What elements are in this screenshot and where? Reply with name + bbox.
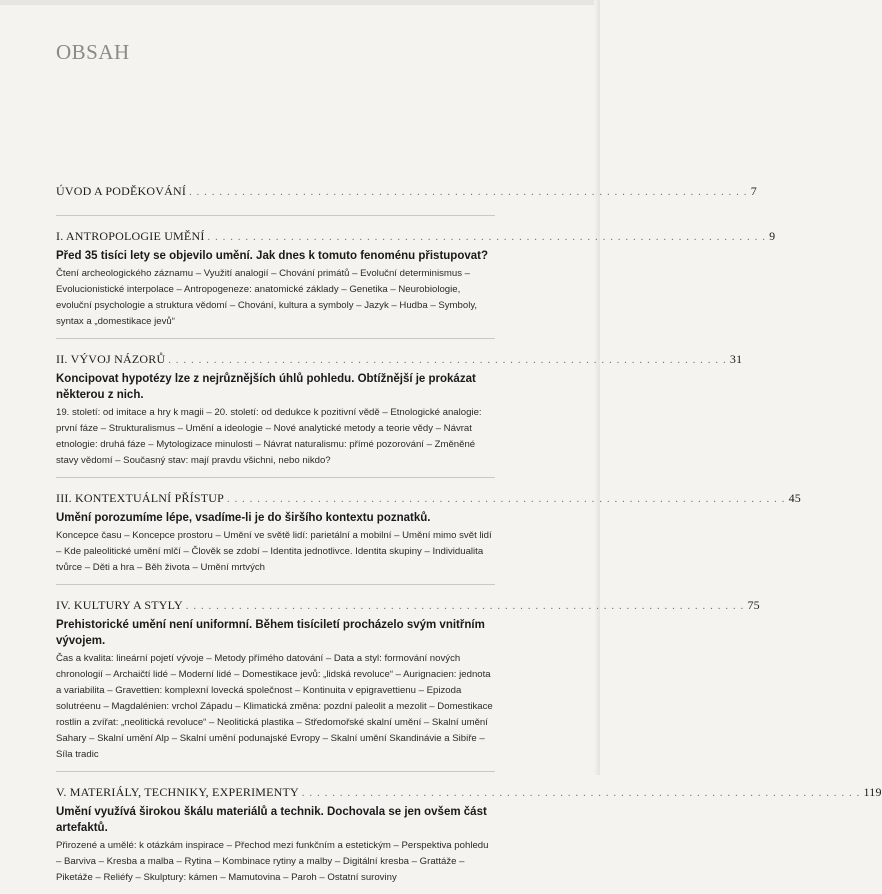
chapter-topics: Čtení archeologického záznamu – Využití analogií – Chování primátů – Evoluční determinismus – Evolucionistické interpolace – Antropogeneze: anatomické základy – Genetika – Neurobiologie, evoluční psychologie a struktura vědomí – Chování, kultura a symboly – Jazyk – Hudba – Symboly, syntax a „domestikace jevů“ bbox=[56, 268, 478, 327]
contents-heading: OBSAH bbox=[56, 40, 130, 64]
toc-entry-chapter-3 bbox=[56, 477, 801, 584]
chapter-lead: Před 35 tisíci lety se objevilo umění. Jak dnes k tomuto fenoménu přistupovat? bbox=[56, 250, 488, 262]
toc-page-number: 9 bbox=[769, 229, 776, 243]
toc-page-number: 31 bbox=[729, 352, 743, 366]
toc-entry-title: I. ANTROPOLOGIE UMĚNÍ bbox=[56, 229, 205, 243]
chapter-topics: 19. století: od imitace a hry k magii – 20. století: od dedukce k pozitivní vědě – Etnologické analogie: první fáze – Strukturalismus – Umění a ideologie – Nové analytické metody a teorie vědy – Návrat etnologie: druhá fáze – Mytologizace minulosti – Návrat naturalismu: přímé pozorování – Změněné stavy vědomí – Současný stav: mají pravdu všichni, nebo nikdo? bbox=[56, 407, 482, 466]
toc-entry-line[interactable] bbox=[56, 597, 760, 615]
toc-entry-line[interactable] bbox=[56, 183, 757, 201]
chapter-topics: Koncepce času – Koncepce prostoru – Umění ve světě lidí: parietální a mobilní – Umění mimo svět lidí – Kde paleolitické umění mlčí – Člověk se zdobí – Identita jednotlivce. Identita skupiny – Individualita tvůrce – Děti a hra – Běh života – Umění mrtvých bbox=[56, 530, 492, 573]
leader-dots: . . . . . . . . . . . . . . . . . . . . . . . . . . . . . . . . . . . . . . . . . . . . . . . . . . . . . . . . . . . . . . . . . . . . . . . . . . bbox=[189, 187, 748, 198]
leader-dots: . . . . . . . . . . . . . . . . . . . . . . . . . . . . . . . . . . . . . . . . . . . . . . . . . . . . . . . . . . . . . . . . . . . . . . . . . . bbox=[207, 232, 767, 243]
leader-dots: . . . . . . . . . . . . . . . . . . . . . . . . . . . . . . . . . . . . . . . . . . . . . . . . . . . . . . . . . . . . . . . . . . . . . . . . . . bbox=[168, 355, 727, 366]
toc-page-number: 7 bbox=[750, 184, 757, 198]
chapter-topics: Čas a kvalita: lineární pojetí vývoje – Metody přímého datování – Data a styl: formování nových chronologií – Archaičtí lidé – Moderní lidé – Domestikace jevů: „lidská revoluce“ – Aurignacien: jednota a variabilita – Gravettien: komplexní lovecká společnost – Kontinuita v epigravettienu – Epizoda solutréenu – Magdalénien: vrchol Západu – Klimatická změna: pozdní paleolit a mezolit – Domestikace rostlin a zvířat: „neolitická revoluce“ – Neolitická plastika – Středomořské skalní umění – Skalní umění Sahary – Skalní umění Alp – Skalní umění podunajské Evropy – Skalní umění Skandinávie a Sibiře – Síla tradic bbox=[56, 653, 493, 760]
toc-entry-title: ÚVOD A PODĚKOVÁNÍ bbox=[56, 184, 187, 198]
page-top-edge bbox=[0, 0, 600, 5]
chapter-topics: Přirozené a umělé: k otázkám inspirace – Přechod mezi funkčním a estetickým – Perspektiva pohledu – Barviva – Kresba a malba – Rytina – Kombinace rytiny a malby – Digitální kresba – Grattáže – Piketáže – Reliéfy – Skulptury: kámen – Mamutovina – Paroh – Ostatní suroviny bbox=[56, 840, 489, 883]
toc-entry-chapter-2 bbox=[56, 338, 743, 477]
chapter-lead: Prehistorické umění není uniformní. Během tisíciletí procházelo svým vnitřním vývojem. bbox=[56, 619, 485, 647]
toc-entry-title: IV. KULTURY A STYLY bbox=[56, 598, 183, 612]
toc-entry-intro bbox=[56, 183, 757, 215]
leader-dots: . . . . . . . . . . . . . . . . . . . . . . . . . . . . . . . . . . . . . . . . . . . . . . . . . . . . . . . . . . . . . . . . . . . . . . . . . . bbox=[226, 494, 786, 505]
toc-entry-chapter-4 bbox=[56, 584, 760, 771]
chapter-lead: Umění porozumíme lépe, vsadíme-li je do širšího kontextu poznatků. bbox=[56, 512, 431, 524]
toc-page-number: 45 bbox=[788, 491, 801, 505]
chapter-lead: Umění využívá širokou škálu materiálů a technik. Dochovala se jen ovšem část artefaktů. bbox=[56, 806, 487, 834]
toc-entry-line[interactable] bbox=[56, 228, 776, 246]
toc-entry-line[interactable] bbox=[56, 490, 801, 508]
toc-page-number: 75 bbox=[747, 598, 760, 612]
leader-dots: . . . . . . . . . . . . . . . . . . . . . . . . . . . . . . . . . . . . . . . . . . . . . . . . . . . . . . . . . . . . . . . . . . . . . . . . . . bbox=[185, 601, 745, 612]
chapter-lead: Koncipovat hypotézy lze z nejrůznějších úhlů pohledu. Obtížnější je prokázat některou z nich. bbox=[56, 373, 476, 401]
toc-page-number: 119 bbox=[863, 785, 882, 799]
toc-entry-chapter-1 bbox=[56, 215, 776, 338]
toc-entry-title: III. KONTEXTUÁLNÍ PŘÍSTUP bbox=[56, 491, 224, 505]
page-right-edge bbox=[594, 0, 600, 775]
toc-entry-chapter-5 bbox=[56, 771, 882, 894]
toc-entry-line[interactable] bbox=[56, 351, 743, 369]
leader-dots: . . . . . . . . . . . . . . . . . . . . . . . . . . . . . . . . . . . . . . . . . . . . . . . . . . . . . . . . . . . . . . . . . . . . . . . . . . bbox=[301, 788, 861, 799]
toc-entry-title: V. MATERIÁLY, TECHNIKY, EXPERIMENTY bbox=[56, 785, 299, 799]
toc-entry-line[interactable] bbox=[56, 784, 882, 802]
toc-entry-title: II. VÝVOJ NÁZORŮ bbox=[56, 352, 166, 366]
table-of-contents bbox=[56, 183, 882, 894]
